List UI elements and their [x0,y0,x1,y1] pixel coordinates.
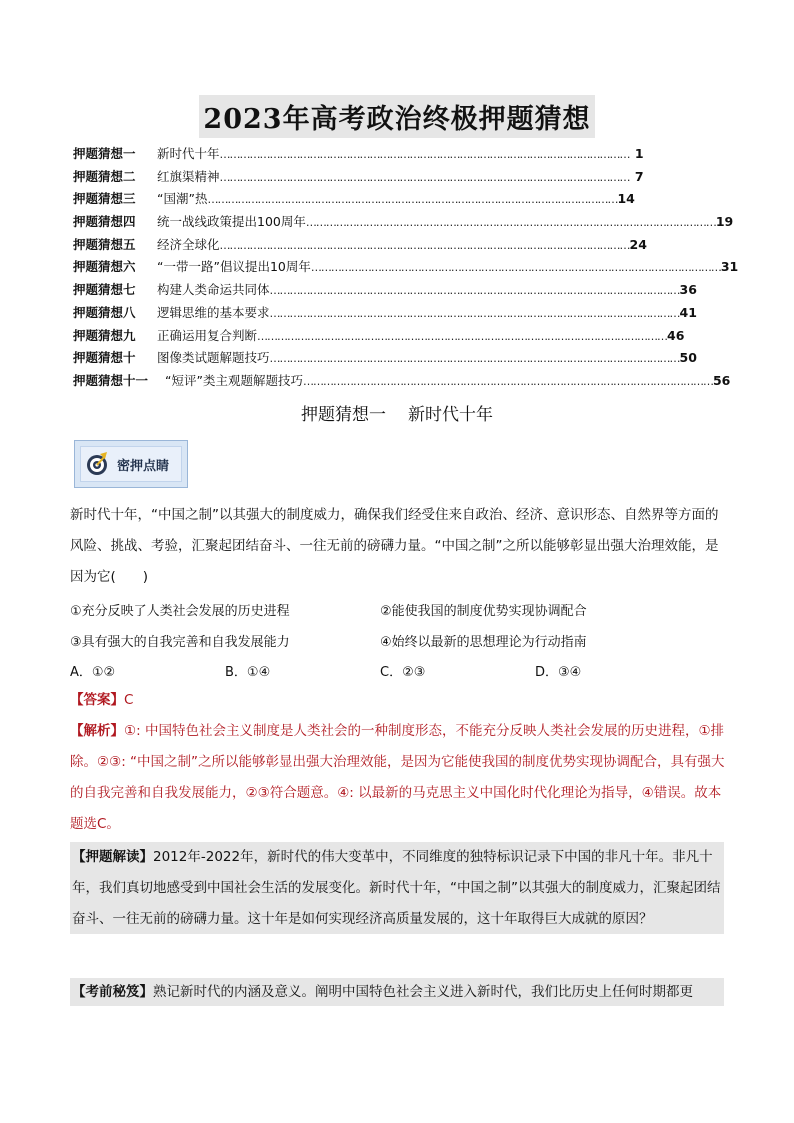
option-1: ①充分反映了人类社会发展的历史进程 [70,604,290,619]
tips-text: 熟记新时代的内涵及意义。阐明中国特色社会主义进入新时代，我们比历史上任何时期都更 [153,984,693,1000]
toc-page-number: 24 [629,236,647,252]
interpretation-text: 2012年-2022年，新时代的伟大变革中，不同维度的独特标识记录下中国的非凡十年。非凡十年，我们真切地感受到中国社会生活的发展变化。新时代十年，“中国之制”以其强大的制度威力，汇聚起团结奋斗、一往无前的磅礴力量。这十年是如何实现经济高质量发展的，这十年取得巨大成就的原因？ [72,849,721,927]
toc-row[interactable] [73,144,644,167]
toc-row[interactable] [73,371,731,394]
toc-leader-dots: …………………………………………………………………………………………………………… [305,216,716,230]
toc-row[interactable] [73,303,697,326]
toc-label: 押题猜想九 [73,327,136,343]
toc-label: 押题猜想五 [73,236,136,252]
toc-title: 构建人类命运共同体 [157,282,270,298]
toc-title: 正确运用复合判断 [157,327,258,343]
toc-title: “国潮”热 [157,191,208,207]
toc-title: 图像类试题解题技巧 [157,350,270,366]
toc-label: 押题猜想七 [73,282,136,298]
option-2: ②能使我国的制度优势实现协调配合 [380,604,587,619]
toc-page-number: 56 [712,372,731,388]
toc-title: 红旗渠精神 [157,168,220,184]
choice-c: C．②③ [380,664,426,680]
tips-box [70,978,724,1006]
toc-page-number: 7 [634,168,644,184]
toc-page-number: 50 [679,350,697,366]
answer-choices [70,657,730,683]
toc-label: 押题猜想一 [73,146,136,161]
toc-leader-dots: …………………………………………………………………………………………………………… [302,374,713,388]
toc-page-number: 36 [679,282,697,298]
choice-d: D．③④ [535,664,582,680]
tips-label: 【考前秘笈】 [72,984,153,1000]
toc-leader-dots: …………………………………………………………………………………………………………… [257,329,668,343]
toc-label: 押题猜想三 [73,191,136,207]
toc-leader-dots: …………………………………………………………………………………………………………… [219,170,630,184]
answer-line [70,688,133,708]
toc-leader-dots: …………………………………………………………………………………………………………… [269,284,680,298]
toc-leader-dots: …………………………………………………………………………………………………………… [269,352,680,366]
analysis-label: 【解析】 [70,723,124,739]
toc-title: 新时代十年 [157,146,220,161]
document-title [0,95,794,138]
toc-row[interactable] [73,235,647,258]
analysis-text: ①: 中国特色社会主义制度是人类社会的一种制度形态，不能充分反映人类社会发展的历史进程，①排除。②③: “中国之制”之所以能够彰显出强大治理效能，是因为它能使我国的制度优势实现协调配合，具有强大的自我完善和自我发展能力，②③符合题意。④: 以最新的马克思主义中国化时代化理论为指导，④错误。故本题选C。 [70,723,725,832]
toc-label: 押题猜想四 [73,214,136,230]
toc-page-number: 41 [679,304,697,320]
toc-row[interactable] [73,280,697,303]
section-heading-title: 新时代十年 [408,405,493,425]
table-of-contents [73,144,739,394]
choice-b: B．①④ [225,664,271,680]
key-points-badge [74,440,188,488]
toc-page-number: 1 [634,146,644,161]
toc-row[interactable] [73,257,739,280]
interpretation-label: 【押题解读】 [72,849,153,865]
toc-row[interactable] [73,348,697,371]
toc-row[interactable] [73,189,635,212]
toc-page-number: 14 [617,191,635,207]
toc-page-number: 19 [715,214,734,230]
question-options [70,594,730,656]
option-3: ③具有强大的自我完善和自我发展能力 [70,635,290,650]
interpretation-box [70,842,724,934]
answer-label: 【答案】 [70,692,124,708]
toc-page-number: 31 [720,259,739,275]
toc-title: 逻辑思维的基本要求 [157,304,270,320]
toc-leader-dots: …………………………………………………………………………………………………………… [207,193,618,207]
analysis-paragraph [70,716,730,840]
toc-leader-dots: …………………………………………………………………………………………………………… [269,306,680,320]
toc-label: 押题猜想十一 [73,372,149,388]
option-4: ④始终以最新的思想理论为行动指南 [380,635,587,650]
toc-label: 押题猜想六 [73,259,136,275]
answer-value: C [124,692,134,708]
toc-row[interactable] [73,167,644,190]
toc-title: 经济全球化 [157,236,220,252]
toc-label: 押题猜想二 [73,168,136,184]
toc-title: “一带一路”倡议提出10周年 [157,259,311,275]
toc-row[interactable] [73,326,685,349]
section-heading [0,400,794,425]
toc-label: 押题猜想十 [73,350,136,366]
choice-a: A．①② [70,664,116,680]
toc-page-number: 46 [667,327,685,343]
toc-leader-dots: …………………………………………………………………………………………………………… [310,261,721,275]
toc-leader-dots: …………………………………………………………………………………………………………… [219,238,630,252]
toc-title: 统一战线政策提出100周年 [157,214,306,230]
section-heading-label: 押题猜想一 [301,405,386,425]
toc-title: “短评”类主观题解题技巧 [165,372,303,388]
badge-label: 密押点睛 [117,458,170,474]
toc-label: 押题猜想八 [73,304,136,320]
question-stem: 新时代十年，“中国之制”以其强大的制度威力，确保我们经受住来自政治、经济、意识形态、自然界等方面的风险、挑战、考验，汇聚起团结奋斗、一往无前的磅礴力量。“中国之制”之所以能够彰显出强大治理效能，是因为它( ) [70,507,719,585]
toc-row[interactable] [73,212,734,235]
toc-leader-dots: …………………………………………………………………………………………………………… [219,148,630,161]
document-title-text: 2023年高考政治终极押题猜想 [199,95,594,138]
target-icon [85,451,111,477]
